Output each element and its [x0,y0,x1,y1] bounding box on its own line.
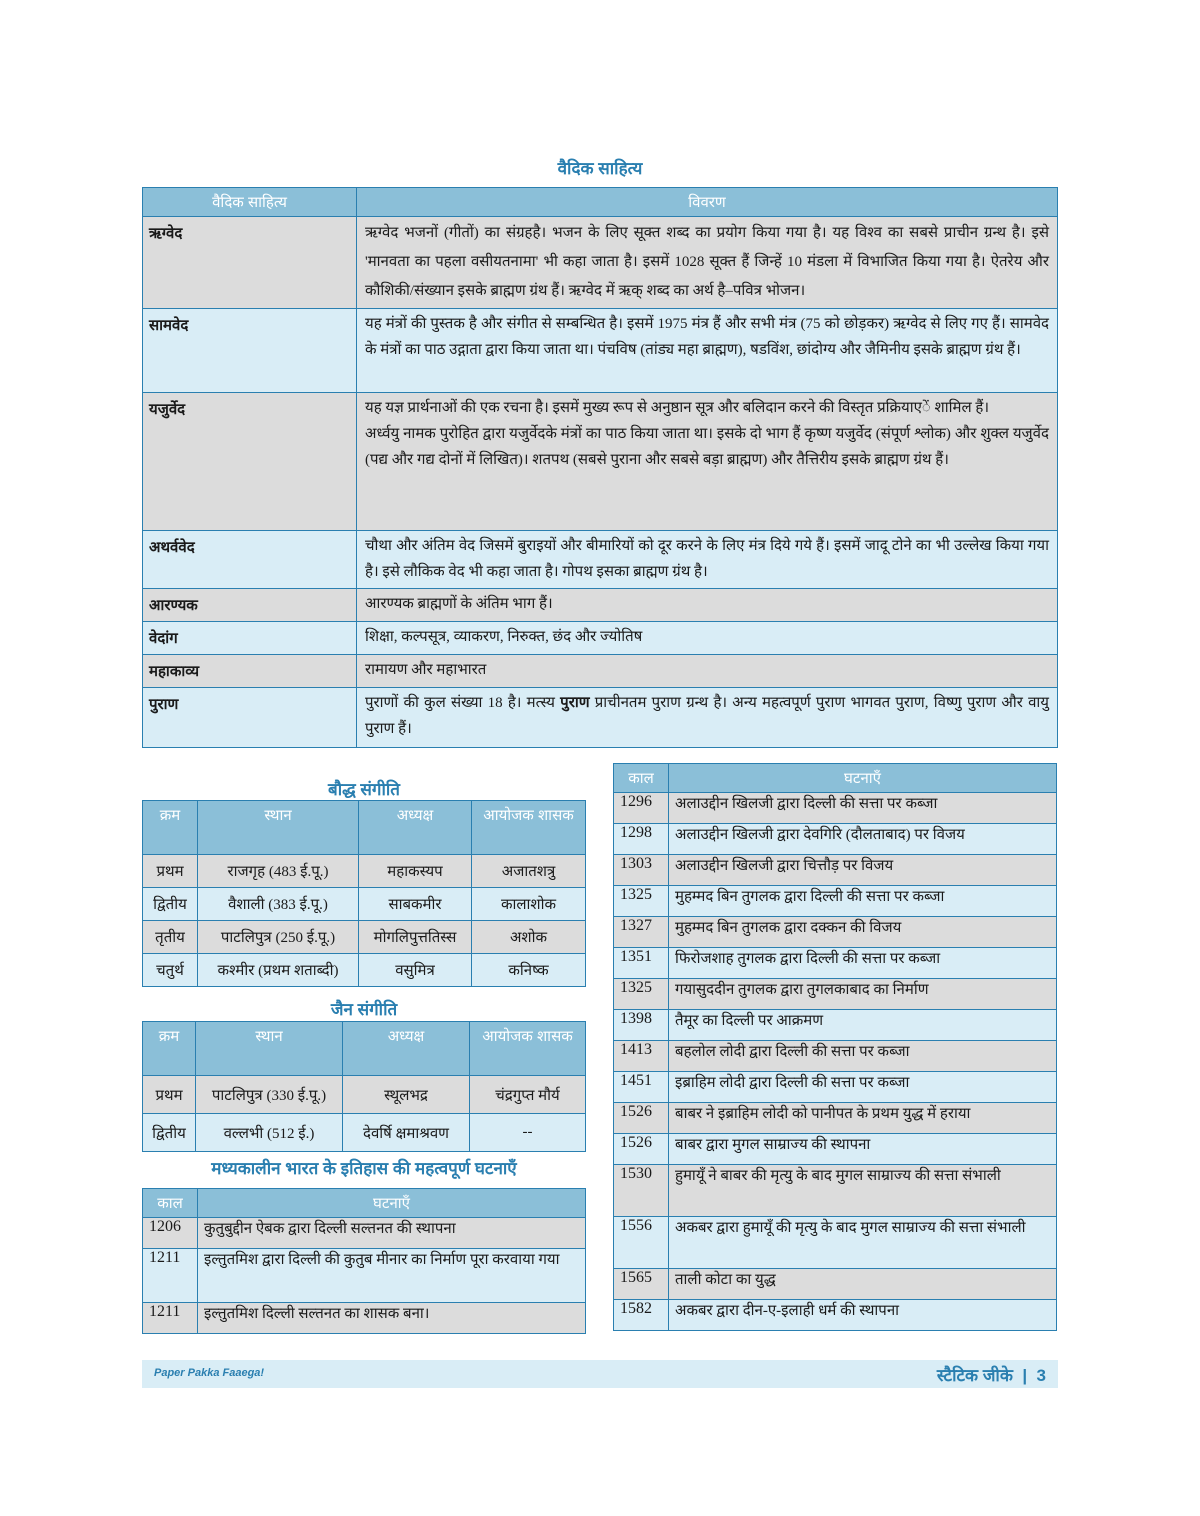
header-period: काल [143,1189,198,1218]
cell-event: मुहम्मद बिन तुगलक द्वारा दक्कन की विजय [669,917,1057,948]
row-key: यजुर्वेद [143,393,357,531]
table-row [143,589,1058,622]
row-value-para-1: यह यज्ञ प्रार्थनाओं की एक रचना है। इसमें मुख्य रूप से अनुष्ठान सूत्र और बलिदान करने की विस्तृत प्रक्रियाएें शामिल हैं। [365,400,990,416]
row-value-part: प्राचीनतम पुराण ग्रन्थ है। अन्य महत्वपूर्ण पुराण भागवत पुराण, विष्णु पुराण और वायु पुराण हैं। [365,695,1049,737]
table-row [143,622,1058,655]
cell-event: अलाउद्दीन खिलजी द्वारा देवगिरि (दौलताबाद) पर विजय [669,824,1057,855]
cell-year: 1298 [614,824,669,855]
table-row [614,824,1057,855]
vedic-section-title: वैदिक साहित्य [557,159,643,178]
row-value: रामायण और महाभारत [357,655,1058,688]
cell-event: बाबर द्वारा मुगल साम्राज्य की स्थापना [669,1134,1057,1165]
header-place: स्थान [198,801,359,855]
table-row [614,948,1057,979]
table-row [143,655,1058,688]
row-value: यह मंत्रों की पुस्तक है और संगीत से सम्बन्धित है। इसमें 1975 मंत्र हैं और सभी मंत्र (75 को छोड़कर) ऋग्वेद से लिए गए हैं। सामवेद के मंत्रों का पाठ उद्गाता द्वारा किया जाता था। पंचविष (तांड्य महा ब्राह्मण), षडविंश, छांदोग्य और जैमिनीय इसके ब्राह्मण ग्रंथ हैं। [357,309,1058,393]
cell-place: राजगृह (483 ई.पू.) [198,855,359,888]
row-value [357,393,1058,531]
row-value: आरण्यक ब्राह्मणों के अंतिम भाग हैं। [357,589,1058,622]
header-period: काल [614,764,669,793]
table-row [143,888,586,921]
header-events: घटनाएँ [198,1189,586,1218]
row-value: ऋग्वेद भजनों (गीतों) का संग्रहहै। भजन के लिए सूक्त शब्द का प्रयोग किया गया है। यह विश्व का सबसे प्राचीन ग्रन्थ है। इसे 'मानवता का पहला वसीयतनामा' भी कहा जाता है। इसमें 1028 सूक्त हैं जिन्हें 10 मंडला में विभाजित किया गया है। ऐतरेय और कौशिकी/संख्यान इसके ब्राह्मण ग्रंथ हैं। ऋग्वेद में ऋक् शब्द का अर्थ है–पवित्र भोजन। [357,217,1058,309]
cell-president: स्थूलभद्र [343,1076,470,1114]
cell-event: हुमायूँ ने बाबर की मृत्यु के बाद मुगल साम्राज्य की सत्ता संभाली [669,1165,1057,1217]
row-key: अथर्ववेद [143,531,357,589]
row-key: सामवेद [143,309,357,393]
table-row [614,1134,1057,1165]
table-row [614,1217,1057,1269]
medieval-events-table-right [613,763,1057,1331]
cell-event: अकबर द्वारा दीन-ए-इलाही धर्म की स्थापना [669,1300,1057,1331]
cell-president: साबकमीर [359,888,472,921]
table-row [614,1300,1057,1331]
table-row [143,921,586,954]
cell-place: वैशाली (383 ई.पू.) [198,888,359,921]
cell-event: तैमूर का दिल्ली पर आक्रमण [669,1010,1057,1041]
cell-year: 1582 [614,1300,669,1331]
header-patron: आयोजक शासक [472,801,586,855]
row-key: आरण्यक [143,589,357,622]
table-row [143,309,1058,393]
row-value: शिक्षा, कल्पसूत्र, व्याकरण, निरुक्त, छंद और ज्योतिष [357,622,1058,655]
table-row [614,1269,1057,1300]
table-row [143,1249,586,1303]
table-row [614,1041,1057,1072]
row-value-part: पुराणों की कुल संख्या 18 है। मत्स्य [365,695,561,711]
table-row [614,793,1057,824]
cell-place: पाटलिपुत्र (330 ई.पू.) [196,1076,343,1114]
table-row [143,855,586,888]
header-description: विवरण [357,188,1058,217]
table-row [143,954,586,987]
cell-order: द्वितीय [143,888,198,921]
row-value [357,688,1058,748]
cell-order: प्रथम [143,855,198,888]
row-key: पुराण [143,688,357,748]
cell-year: 1303 [614,855,669,886]
table-row [614,855,1057,886]
table-row [614,1010,1057,1041]
cell-event: अकबर द्वारा हुमायूँ की मृत्यु के बाद मुगल साम्राज्य की सत्ता संभाली [669,1217,1057,1269]
cell-year: 1530 [614,1165,669,1217]
buddhist-councils-table [142,800,586,987]
table-row [614,1103,1057,1134]
cell-patron: अजातशत्रु [472,855,586,888]
header-events: घटनाएँ [669,764,1057,793]
cell-order: द्वितीय [143,1114,196,1152]
cell-order: चतुर्थ [143,954,198,987]
table-row [143,393,1058,531]
row-value: चौथा और अंतिम वेद जिसमें बुराइयों और बीमारियों को दूर करने के लिए मंत्र दिये गये हैं। इसमें जादू टोने का भी उल्लेख किया गया है। इसे लौकिक वेद भी कहा जाता है। गोपथ इसका ब्राह्मण ग्रंथ है। [357,531,1058,589]
cell-event: इल्तुतमिश द्वारा दिल्ली की कुतुब मीनार का निर्माण पूरा करवाया गया [198,1249,586,1303]
page-footer [142,1360,1058,1388]
vedic-literature-table [142,187,1058,748]
cell-order: प्रथम [143,1076,196,1114]
cell-president: मोगलिपुत्ततिस्स [359,921,472,954]
footer-page-label: स्टैटिक जीके | 3 [936,1366,1046,1385]
cell-event: कुतुबुद्दीन ऐबक द्वारा दिल्ली सल्तनत की स्थापना [198,1218,586,1249]
row-value-bold: पुराण [560,695,590,711]
header-president: अध्यक्ष [343,1022,470,1076]
table-row [614,1165,1057,1217]
table-row [614,979,1057,1010]
cell-event: गयासुददीन तुगलक द्वारा तुगलकाबाद का निर्माण [669,979,1057,1010]
cell-year: 1206 [143,1218,198,1249]
header-order: क्रम [143,801,198,855]
medieval-section-title: मध्यकालीन भारत के इतिहास की महत्वपूर्ण घटनाएँ [211,1159,517,1178]
header-patron: आयोजक शासक [470,1022,586,1076]
cell-place: वल्लभी (512 ई.) [196,1114,343,1152]
table-row [143,217,1058,309]
bauddh-section-title: बौद्ध संगीति [328,780,400,799]
cell-year: 1556 [614,1217,669,1269]
table-row [143,1218,586,1249]
cell-year: 1327 [614,917,669,948]
cell-year: 1451 [614,1072,669,1103]
row-value-para-2: अर्ध्वयु नामक पुरोहित द्वारा यजुर्वेदके मंत्रों का पाठ किया जाता था। इसके दो भाग हैं कृष्ण यजुर्वेद (संपूर्ण श्लोक) और शुक्ल यजुर्वेद (पद्य और गद्य दोनों में लिखित)। शतपथ (सबसे पुराना और सबसे बड़ा ब्राह्मण) और तैत्तिरीय इसके ब्राह्मण ग्रंथ हैं। [365,426,1049,468]
table-row [143,531,1058,589]
header-president: अध्यक्ष [359,801,472,855]
table-row [143,1114,586,1152]
cell-year: 1296 [614,793,669,824]
row-key: वेदांग [143,622,357,655]
header-place: स्थान [196,1022,343,1076]
cell-event: फिरोजशाह तुगलक द्वारा दिल्ली की सत्ता पर कब्जा [669,948,1057,979]
cell-event: मुहम्मद बिन तुगलक द्वारा दिल्ली की सत्ता पर कब्जा [669,886,1057,917]
cell-place: कश्मीर (प्रथम शताब्दी) [198,954,359,987]
header-vedic-literature: वैदिक साहित्य [143,188,357,217]
cell-year: 1565 [614,1269,669,1300]
row-key: महाकाव्य [143,655,357,688]
cell-year: 1325 [614,979,669,1010]
cell-patron: चंद्रगुप्त मौर्य [470,1076,586,1114]
cell-patron: कनिष्क [472,954,586,987]
cell-year: 1526 [614,1134,669,1165]
cell-event: इल्तुतमिश दिल्ली सल्तनत का शासक बना। [198,1303,586,1334]
cell-patron: कालाशोक [472,888,586,921]
row-key: ऋग्वेद [143,217,357,309]
cell-year: 1351 [614,948,669,979]
cell-patron: -- [470,1114,586,1152]
footer-tagline: Paper Pakka Faaega! [154,1367,265,1379]
table-row [143,1076,586,1114]
header-order: क्रम [143,1022,196,1076]
cell-event: इब्राहिम लोदी द्वारा दिल्ली की सत्ता पर कब्जा [669,1072,1057,1103]
jain-councils-table [142,1021,586,1152]
cell-event: बाबर ने इब्राहिम लोदी को पानीपत के प्रथम युद्ध में हराया [669,1103,1057,1134]
table-row [143,688,1058,748]
jain-section-title: जैन संगीति [330,1000,398,1019]
cell-year: 1211 [143,1249,198,1303]
cell-event: अलाउद्दीन खिलजी द्वारा दिल्ली की सत्ता पर कब्जा [669,793,1057,824]
cell-place: पाटलिपुत्र (250 ई.पू.) [198,921,359,954]
cell-event: बहलोल लोदी द्वारा दिल्ली की सत्ता पर कब्जा [669,1041,1057,1072]
cell-order: तृतीय [143,921,198,954]
medieval-events-table-left [142,1188,586,1334]
cell-event: ताली कोटा का युद्ध [669,1269,1057,1300]
cell-patron: अशोक [472,921,586,954]
table-row [143,1303,586,1334]
cell-year: 1325 [614,886,669,917]
cell-event: अलाउद्दीन खिलजी द्वारा चित्तौड़ पर विजय [669,855,1057,886]
cell-president: महाकस्यप [359,855,472,888]
cell-year: 1211 [143,1303,198,1334]
table-row [614,1072,1057,1103]
cell-year: 1526 [614,1103,669,1134]
table-row [614,886,1057,917]
table-row [614,917,1057,948]
cell-president: देवर्षि क्षमाश्रवण [343,1114,470,1152]
cell-president: वसुमित्र [359,954,472,987]
cell-year: 1398 [614,1010,669,1041]
cell-year: 1413 [614,1041,669,1072]
